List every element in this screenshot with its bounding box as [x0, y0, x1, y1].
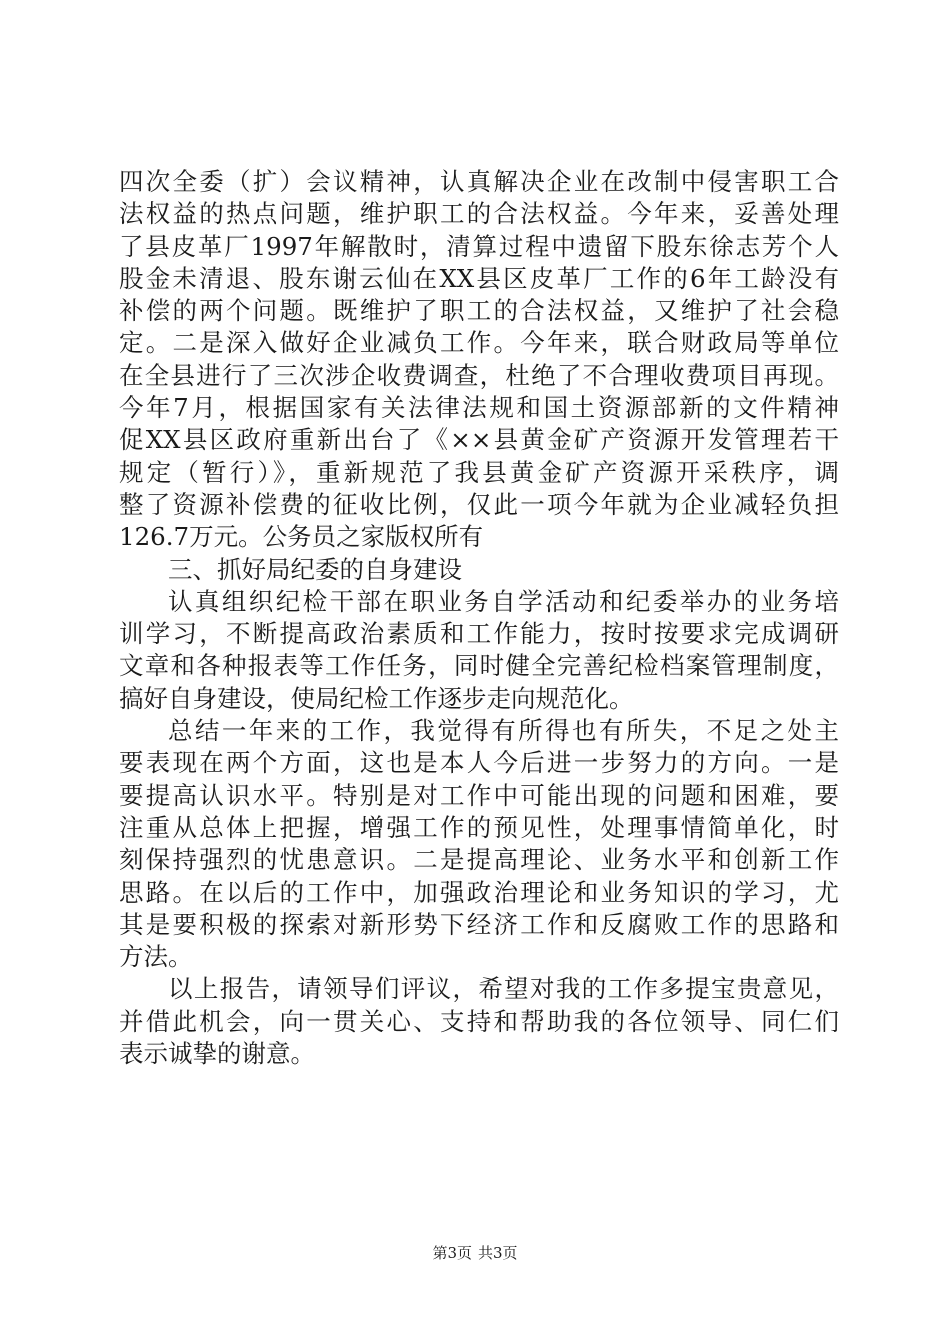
text-line: 126.7万元。公务员之家版权所有	[119, 522, 484, 552]
text-line: 刻保持强烈的忧患意识。二是提高理论、业务水平和创新工作	[119, 845, 839, 875]
text-line: 四次全委（扩）会议精神，认真解决企业在改制中侵害职工合	[119, 167, 839, 196]
page-total: 共3页	[478, 1244, 518, 1262]
text-line: 并借此机会，向一贯关心、支持和帮助我的各位领导、同仁们	[119, 1006, 839, 1036]
text-line: 今年7月，根据国家有关法律法规和国土资源部新的文件精神	[119, 393, 839, 423]
text-line: 总结一年来的工作，我觉得有所得也有所失，不足之处主	[168, 716, 839, 746]
text-line: 要表现在两个方面，这也是本人今后进一步努力的方向。一是	[119, 748, 839, 778]
text-line: 规定（暂行）》，重新规范了我县黄金矿产资源开采秩序，调	[119, 457, 839, 487]
text-line: 促XX县区政府重新出台了《××县黄金矿产资源开发管理若干	[119, 425, 839, 455]
document-body	[119, 166, 839, 1070]
page-number: 第3页	[432, 1244, 472, 1262]
page-footer	[0, 1243, 950, 1263]
text-line: 文章和各种报表等工作任务，同时健全完善纪检档案管理制度，	[119, 651, 839, 681]
section-heading: 三、抓好局纪委的自身建设	[168, 554, 462, 584]
text-line: 思路。在以后的工作中，加强政治理论和业务知识的学习，尤	[119, 877, 839, 907]
text-line: 搞好自身建设，使局纪检工作逐步走向规范化。	[119, 683, 634, 713]
text-line: 以上报告，请领导们评议，希望对我的工作多提宝贵意见，	[168, 974, 839, 1004]
text-line: 补偿的两个问题。既维护了职工的合法权益，又维护了社会稳	[119, 296, 839, 326]
text-line: 其是要积极的探索对新形势下经济工作和反腐败工作的思路和	[119, 909, 839, 939]
text-line: 注重从总体上把握，增强工作的预见性，处理事情简单化，时	[119, 812, 839, 842]
text-line: 了县皮革厂1997年解散时，清算过程中遗留下股东徐志芳个人	[119, 231, 839, 261]
text-line: 股金未清退、股东谢云仙在XX县区皮革厂工作的6年工龄没有	[119, 263, 839, 293]
text-line: 定。二是深入做好企业减负工作。今年来，联合财政局等单位	[119, 328, 839, 358]
text-line: 法权益的热点问题，维护职工的合法权益。今年来，妥善处理	[119, 199, 839, 229]
text-line: 在全县进行了三次涉企收费调查，杜绝了不合理收费项目再现。	[119, 360, 839, 390]
text-line: 要提高认识水平。特别是对工作中可能出现的问题和困难，要	[119, 780, 839, 810]
text-line: 整了资源补偿费的征收比例，仅此一项今年就为企业减轻负担	[119, 489, 839, 519]
text-line: 认真组织纪检干部在职业务自学活动和纪委举办的业务培	[168, 586, 839, 616]
text-line: 训学习，不断提高政治素质和工作能力，按时按要求完成调研	[119, 619, 839, 649]
text-line: 方法。	[119, 942, 193, 972]
text-line: 表示诚挚的谢意。	[119, 1039, 315, 1069]
